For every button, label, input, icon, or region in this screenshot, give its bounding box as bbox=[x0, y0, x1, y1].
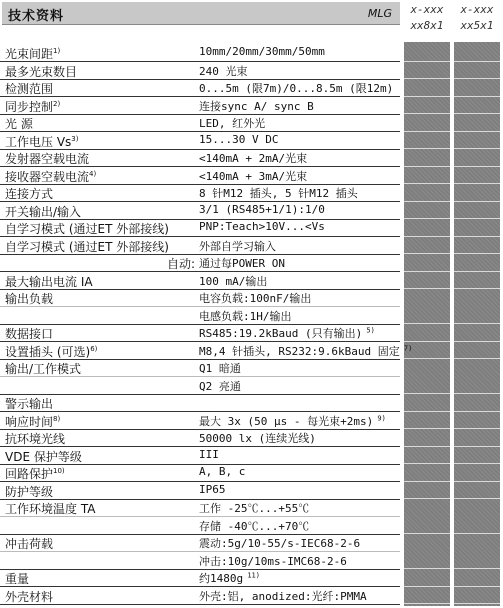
row-value bbox=[199, 500, 309, 516]
row-label bbox=[5, 133, 78, 150]
footnote-ref: 4) bbox=[89, 169, 97, 178]
row-label bbox=[5, 45, 60, 62]
row-value-text: PNP:Teach>10V...<Vs bbox=[199, 220, 325, 233]
row-value-text: 电感负载:1H/输出 bbox=[199, 309, 292, 323]
column-divider bbox=[404, 131, 500, 132]
table-row bbox=[0, 167, 400, 185]
row-value-text: 10mm/20mm/30mm/50mm bbox=[199, 45, 325, 58]
row-label bbox=[5, 500, 95, 517]
table-row bbox=[0, 184, 400, 202]
table-row bbox=[0, 254, 400, 272]
column-header-a bbox=[404, 2, 450, 40]
column-divider bbox=[404, 463, 500, 464]
row-value bbox=[199, 413, 386, 429]
column-divider bbox=[404, 358, 500, 359]
row-value-text: 电容负载:100nF/输出 bbox=[199, 292, 312, 305]
column-divider bbox=[404, 166, 500, 167]
row-value-text: 最大 3x (50 µs - 每光束+2ms) bbox=[199, 414, 374, 428]
row-value-text: <140mA + 2mA/光束 bbox=[199, 152, 308, 165]
row-value bbox=[199, 168, 307, 184]
row-value-text: 冲击:10g/10ms-IMC68-2-6 bbox=[199, 554, 347, 568]
row-label-text: 最多光束数目 bbox=[5, 64, 78, 79]
row-value bbox=[199, 430, 316, 446]
row-label-text: 自学习模式 (通过ET 外部接线) bbox=[5, 222, 169, 236]
row-value bbox=[199, 80, 393, 96]
shaded-column-a bbox=[404, 42, 450, 606]
table-row bbox=[0, 412, 400, 430]
row-label bbox=[5, 273, 93, 290]
row-label bbox=[5, 343, 97, 360]
column-divider bbox=[404, 323, 500, 324]
row-label bbox=[5, 395, 53, 412]
row-label bbox=[5, 63, 77, 80]
column-b-line2: xx5x1 bbox=[460, 19, 494, 32]
row-label bbox=[5, 483, 53, 500]
row-value bbox=[199, 220, 325, 233]
column-divider bbox=[404, 341, 500, 342]
row-label bbox=[0, 255, 195, 272]
row-label bbox=[5, 203, 81, 220]
footnote-ref: 1) bbox=[53, 47, 61, 55]
row-value bbox=[199, 465, 245, 478]
row-value bbox=[199, 378, 241, 394]
row-value bbox=[199, 588, 367, 604]
table-row bbox=[0, 552, 400, 570]
column-divider bbox=[404, 236, 500, 237]
row-label bbox=[5, 588, 53, 605]
row-value-text: 100 mA/输出 bbox=[199, 274, 268, 288]
row-label bbox=[5, 238, 169, 255]
table-row bbox=[0, 394, 400, 412]
row-label-text: 重量 bbox=[5, 572, 30, 586]
row-label bbox=[5, 448, 82, 465]
row-value-text: 3/1 (RS485+1/1):1/0 bbox=[199, 202, 325, 216]
table-row bbox=[0, 324, 400, 342]
row-label bbox=[5, 535, 53, 552]
row-label bbox=[5, 413, 60, 430]
row-value bbox=[199, 203, 325, 216]
table-row bbox=[0, 464, 400, 482]
row-label bbox=[5, 360, 81, 377]
table-row bbox=[0, 272, 400, 290]
row-value-text: RS485:19.2kBaud (只有输出) bbox=[199, 327, 363, 340]
table-header bbox=[2, 2, 400, 25]
column-divider bbox=[404, 586, 500, 587]
row-value bbox=[199, 63, 248, 79]
column-divider bbox=[404, 393, 500, 394]
row-label bbox=[5, 465, 65, 482]
table-row bbox=[0, 219, 400, 237]
column-divider bbox=[404, 148, 500, 149]
row-label-text: 接收器空载电流 bbox=[5, 169, 90, 184]
row-label-text: 自动: bbox=[166, 257, 195, 271]
column-divider bbox=[404, 271, 500, 272]
table-row bbox=[0, 289, 400, 307]
table-row bbox=[0, 447, 400, 465]
row-value bbox=[199, 343, 412, 359]
row-label-text: 工作环境温度 TA bbox=[5, 502, 96, 516]
column-divider bbox=[404, 498, 500, 499]
column-a-line1: x-xxx bbox=[410, 3, 444, 16]
row-value bbox=[199, 360, 241, 376]
row-label-text: 防护等级 bbox=[5, 484, 54, 499]
row-value-text: 工作 -25℃...+55℃ bbox=[199, 502, 310, 515]
row-value-text: III bbox=[199, 447, 219, 461]
table-row bbox=[0, 569, 400, 587]
row-value bbox=[199, 553, 347, 569]
table-row bbox=[0, 202, 400, 220]
footnote-ref: 11) bbox=[243, 571, 260, 580]
row-label-text: 设置插头 (可选) bbox=[5, 344, 91, 359]
row-value-text: 0...5m (限7m)/0...8.5m (限12m) bbox=[199, 82, 394, 95]
row-value-text: 15...30 V DC bbox=[199, 132, 279, 146]
row-value bbox=[199, 483, 226, 496]
row-label bbox=[5, 430, 65, 447]
row-value-text: Q2 亮通 bbox=[199, 379, 241, 393]
column-divider bbox=[404, 253, 500, 254]
row-value bbox=[199, 273, 267, 289]
row-value-text: LED, 红外光 bbox=[199, 117, 266, 130]
row-value-text: 约1480g bbox=[199, 572, 244, 585]
row-value-text: 240 光束 bbox=[199, 64, 248, 78]
row-label-text: 检测范围 bbox=[5, 82, 54, 96]
row-value-text: <140mA + 3mA/光束 bbox=[199, 169, 308, 183]
row-label-text: 输出/工作模式 bbox=[5, 362, 82, 376]
footnote-ref: 6) bbox=[90, 344, 98, 353]
row-label-text: 同步控制 bbox=[5, 99, 54, 114]
column-divider bbox=[404, 96, 500, 97]
row-value-text: 通过每POWER ON bbox=[199, 257, 285, 270]
column-divider bbox=[404, 411, 500, 412]
row-label-text: 开关输出/输入 bbox=[5, 204, 82, 219]
column-divider bbox=[404, 481, 500, 482]
row-value-text: IP65 bbox=[199, 482, 226, 496]
row-label bbox=[5, 325, 53, 342]
column-divider bbox=[404, 533, 500, 534]
row-value bbox=[199, 185, 358, 201]
row-value-text: 连接sync A/ sync B bbox=[199, 99, 314, 113]
table-row bbox=[0, 587, 400, 605]
table-row bbox=[0, 499, 400, 517]
row-value bbox=[199, 570, 260, 586]
row-value bbox=[199, 308, 292, 324]
column-divider bbox=[404, 446, 500, 447]
table-row bbox=[0, 237, 400, 255]
column-divider bbox=[404, 61, 500, 62]
column-a-line2: xx8x1 bbox=[410, 19, 444, 32]
row-label-text: 输出负载 bbox=[5, 292, 54, 306]
row-value bbox=[199, 98, 314, 114]
footnote-ref: 5) bbox=[362, 326, 375, 335]
row-label-text: 回路保护 bbox=[5, 467, 54, 481]
table-row bbox=[0, 307, 400, 325]
row-value bbox=[199, 255, 285, 271]
footnote-ref: 10) bbox=[53, 467, 65, 475]
footnote-ref: 2) bbox=[53, 99, 61, 108]
row-label bbox=[5, 115, 33, 132]
footnote-ref: 8) bbox=[53, 414, 61, 423]
row-value-text: Q1 暗通 bbox=[199, 362, 241, 375]
footnote-ref: 9) bbox=[373, 413, 386, 422]
row-value bbox=[199, 150, 307, 166]
table-row bbox=[0, 97, 400, 115]
table-row bbox=[0, 114, 400, 132]
row-value-text: M8,4 针插头, RS232:9.6kBaud 固定 bbox=[199, 344, 400, 358]
row-value-text: A, B, c bbox=[199, 465, 246, 478]
shaded-column-b bbox=[454, 42, 500, 606]
table-row bbox=[0, 149, 400, 167]
table-row bbox=[0, 482, 400, 500]
row-label bbox=[5, 220, 169, 237]
column-header-b bbox=[454, 2, 500, 40]
row-label-text: 光束间距 bbox=[5, 47, 54, 61]
row-label-text: 连接方式 bbox=[5, 187, 54, 201]
row-value bbox=[199, 518, 309, 534]
row-value bbox=[199, 115, 265, 131]
row-label-text: 警示输出 bbox=[5, 397, 54, 411]
row-value-text: 震动:5g/10-55/s-IEC68-2-6 bbox=[199, 537, 361, 550]
row-value bbox=[199, 133, 278, 146]
table-row bbox=[0, 79, 400, 97]
row-value-text: 外壳:铝, anodized:光纤:PMMA bbox=[199, 589, 367, 603]
row-label-text: 发射器空载电流 bbox=[5, 152, 90, 166]
table-row bbox=[0, 62, 400, 80]
table-row bbox=[0, 517, 400, 535]
column-divider bbox=[404, 201, 500, 202]
table-row bbox=[0, 44, 400, 62]
row-label bbox=[5, 150, 89, 167]
row-label-text: 最大输出电流 IA bbox=[5, 274, 93, 289]
column-divider bbox=[404, 218, 500, 219]
column-divider bbox=[404, 603, 500, 604]
row-value-text: 50000 lx (连续光线) bbox=[199, 432, 316, 445]
row-label-text: VDE 保护等级 bbox=[5, 449, 82, 464]
row-label bbox=[5, 98, 60, 115]
row-value-text: 存储 -40℃...+70℃ bbox=[199, 519, 310, 533]
row-value-text: 外部自学习输入 bbox=[199, 239, 276, 253]
row-label-text: 自学习模式 (通过ET 外部接线) bbox=[5, 239, 169, 254]
table-row bbox=[0, 377, 400, 395]
row-value bbox=[199, 238, 276, 254]
row-label-text: 外壳材料 bbox=[5, 589, 54, 604]
row-label bbox=[5, 570, 29, 587]
row-label bbox=[5, 168, 96, 185]
footnote-ref: 7) bbox=[399, 343, 413, 352]
column-divider bbox=[404, 288, 500, 289]
row-label bbox=[5, 80, 53, 97]
row-label-text: 抗环境光线 bbox=[5, 432, 66, 446]
column-divider bbox=[404, 568, 500, 569]
column-divider bbox=[404, 183, 500, 184]
row-label bbox=[5, 290, 53, 307]
row-value bbox=[199, 290, 311, 306]
row-value bbox=[199, 448, 219, 461]
table-row bbox=[0, 429, 400, 447]
table-row bbox=[0, 359, 400, 377]
table-row bbox=[0, 132, 400, 150]
footnote-ref: 3) bbox=[71, 134, 79, 143]
column-b-line1: x-xxx bbox=[460, 3, 494, 16]
column-divider bbox=[404, 78, 500, 79]
row-label-text: 光 源 bbox=[5, 117, 33, 131]
column-divider bbox=[404, 428, 500, 429]
row-value-text: 8 针M12 插头, 5 针M12 插头 bbox=[199, 187, 358, 200]
table-row bbox=[0, 534, 400, 552]
row-label-text: 数据接口 bbox=[5, 327, 54, 341]
column-divider bbox=[404, 113, 500, 114]
row-label-text: 冲击荷载 bbox=[5, 537, 54, 551]
row-value bbox=[199, 325, 375, 341]
row-label-text: 响应时间 bbox=[5, 414, 54, 429]
row-value bbox=[199, 535, 360, 551]
row-label-text: 工作电压 Vs bbox=[5, 134, 72, 149]
row-label bbox=[5, 185, 53, 202]
row-value bbox=[199, 45, 325, 58]
table-row bbox=[0, 342, 413, 360]
header-code: MLG bbox=[367, 7, 392, 20]
header-title: 技术资料 bbox=[8, 9, 65, 24]
